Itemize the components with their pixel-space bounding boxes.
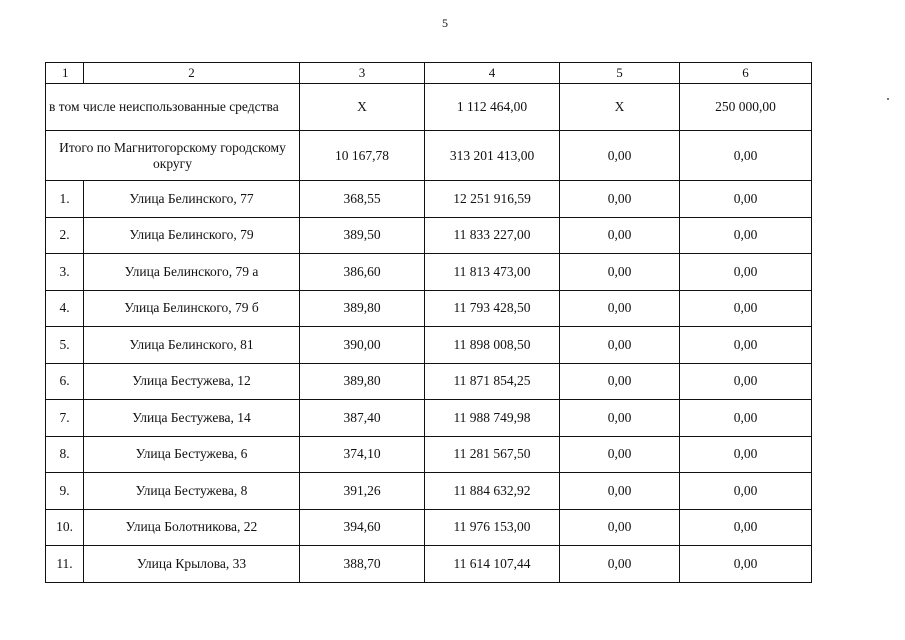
row-col4-cell: 12 251 916,59 bbox=[425, 181, 560, 218]
row-col3-cell: 394,60 bbox=[300, 509, 425, 546]
row-col3-cell: 389,80 bbox=[300, 290, 425, 327]
row-address-cell: Улица Белинского, 77 bbox=[84, 181, 300, 218]
row-col5-cell: 0,00 bbox=[560, 546, 680, 583]
table-row bbox=[46, 546, 812, 583]
row-col4-cell: 11 884 632,92 bbox=[425, 473, 560, 510]
row-col3-cell: 374,10 bbox=[300, 436, 425, 473]
row-address-cell: Улица Бестужева, 8 bbox=[84, 473, 300, 510]
table-row bbox=[46, 217, 812, 254]
column-number-row bbox=[46, 63, 812, 84]
row-col6-cell: 0,00 bbox=[680, 400, 812, 437]
row-num-cell: 5. bbox=[46, 327, 84, 364]
row-address-cell: Улица Бестужева, 12 bbox=[84, 363, 300, 400]
row-col6-cell: 0,00 bbox=[680, 473, 812, 510]
row-col6-cell: 0,00 bbox=[680, 217, 812, 254]
row-col5-cell: 0,00 bbox=[560, 473, 680, 510]
unused-funds-row bbox=[46, 84, 812, 131]
row-num-cell: 1. bbox=[46, 181, 84, 218]
row-col5-cell: 0,00 bbox=[560, 254, 680, 291]
row-col5-cell: 0,00 bbox=[560, 363, 680, 400]
total-col5: 0,00 bbox=[560, 131, 680, 181]
row-col3-cell: 387,40 bbox=[300, 400, 425, 437]
table-row bbox=[46, 473, 812, 510]
row-col4-cell: 11 281 567,50 bbox=[425, 436, 560, 473]
total-col6: 0,00 bbox=[680, 131, 812, 181]
row-col5-cell: 0,00 bbox=[560, 290, 680, 327]
row-address-cell: Улица Болотникова, 22 bbox=[84, 509, 300, 546]
table-row bbox=[46, 436, 812, 473]
row-col6-cell: 0,00 bbox=[680, 363, 812, 400]
row-col3-cell: 390,00 bbox=[300, 327, 425, 364]
row-num-cell: 11. bbox=[46, 546, 84, 583]
table-row bbox=[46, 400, 812, 437]
column-header-4: 4 bbox=[425, 63, 560, 84]
table-row bbox=[46, 363, 812, 400]
row-col3-cell: 386,60 bbox=[300, 254, 425, 291]
row-col4-cell: 11 614 107,44 bbox=[425, 546, 560, 583]
row-col6-cell: 0,00 bbox=[680, 546, 812, 583]
page-number: 5 bbox=[442, 16, 448, 30]
row-col3-cell: 388,70 bbox=[300, 546, 425, 583]
row-col5-cell: 0,00 bbox=[560, 436, 680, 473]
row-col6-cell: 0,00 bbox=[680, 254, 812, 291]
row-num-cell: 7. bbox=[46, 400, 84, 437]
row-num-cell: 10. bbox=[46, 509, 84, 546]
row-col6-cell: 0,00 bbox=[680, 327, 812, 364]
row-col6-cell: 0,00 bbox=[680, 181, 812, 218]
row-col3-cell: 389,50 bbox=[300, 217, 425, 254]
row-address-cell: Улица Крылова, 33 bbox=[84, 546, 300, 583]
row-address-cell: Улица Белинского, 81 bbox=[84, 327, 300, 364]
table-row bbox=[46, 290, 812, 327]
column-header-1: 1 bbox=[46, 63, 84, 84]
column-header-3: 3 bbox=[300, 63, 425, 84]
unused-funds-col6: 250 000,00 bbox=[680, 84, 812, 131]
row-col5-cell: 0,00 bbox=[560, 400, 680, 437]
row-num-cell: 3. bbox=[46, 254, 84, 291]
column-header-2: 2 bbox=[84, 63, 300, 84]
unused-funds-label: в том числе неиспользованные средства bbox=[46, 84, 300, 131]
row-col4-cell: 11 833 227,00 bbox=[425, 217, 560, 254]
row-col6-cell: 0,00 bbox=[680, 436, 812, 473]
table-row bbox=[46, 327, 812, 364]
row-num-cell: 8. bbox=[46, 436, 84, 473]
row-col6-cell: 0,00 bbox=[680, 290, 812, 327]
row-col5-cell: 0,00 bbox=[560, 509, 680, 546]
row-col3-cell: 391,26 bbox=[300, 473, 425, 510]
row-address-cell: Улица Белинского, 79 а bbox=[84, 254, 300, 291]
unused-funds-col3: Х bbox=[300, 84, 425, 131]
total-col3: 10 167,78 bbox=[300, 131, 425, 181]
row-col5-cell: 0,00 bbox=[560, 327, 680, 364]
row-col4-cell: 11 976 153,00 bbox=[425, 509, 560, 546]
column-header-6: 6 bbox=[680, 63, 812, 84]
table-row bbox=[46, 181, 812, 218]
scan-artifact bbox=[887, 98, 889, 100]
row-col6-cell: 0,00 bbox=[680, 509, 812, 546]
total-row bbox=[46, 131, 812, 181]
table-body bbox=[46, 63, 812, 583]
row-num-cell: 2. bbox=[46, 217, 84, 254]
register-table bbox=[45, 62, 812, 583]
row-num-cell: 4. bbox=[46, 290, 84, 327]
row-col3-cell: 389,80 bbox=[300, 363, 425, 400]
unused-funds-col4: 1 112 464,00 bbox=[425, 84, 560, 131]
table-row bbox=[46, 254, 812, 291]
row-address-cell: Улица Белинского, 79 б bbox=[84, 290, 300, 327]
table-row bbox=[46, 509, 812, 546]
row-address-cell: Улица Бестужева, 6 bbox=[84, 436, 300, 473]
row-col4-cell: 11 988 749,98 bbox=[425, 400, 560, 437]
row-num-cell: 9. bbox=[46, 473, 84, 510]
row-col3-cell: 368,55 bbox=[300, 181, 425, 218]
row-num-cell: 6. bbox=[46, 363, 84, 400]
total-col4: 313 201 413,00 bbox=[425, 131, 560, 181]
unused-funds-col5: Х bbox=[560, 84, 680, 131]
row-col4-cell: 11 871 854,25 bbox=[425, 363, 560, 400]
row-col4-cell: 11 898 008,50 bbox=[425, 327, 560, 364]
total-label: Итого по Магнитогорскому городскому округу bbox=[46, 131, 300, 181]
row-address-cell: Улица Белинского, 79 bbox=[84, 217, 300, 254]
row-col5-cell: 0,00 bbox=[560, 181, 680, 218]
row-col5-cell: 0,00 bbox=[560, 217, 680, 254]
column-header-5: 5 bbox=[560, 63, 680, 84]
row-col4-cell: 11 813 473,00 bbox=[425, 254, 560, 291]
row-address-cell: Улица Бестужева, 14 bbox=[84, 400, 300, 437]
row-col4-cell: 11 793 428,50 bbox=[425, 290, 560, 327]
